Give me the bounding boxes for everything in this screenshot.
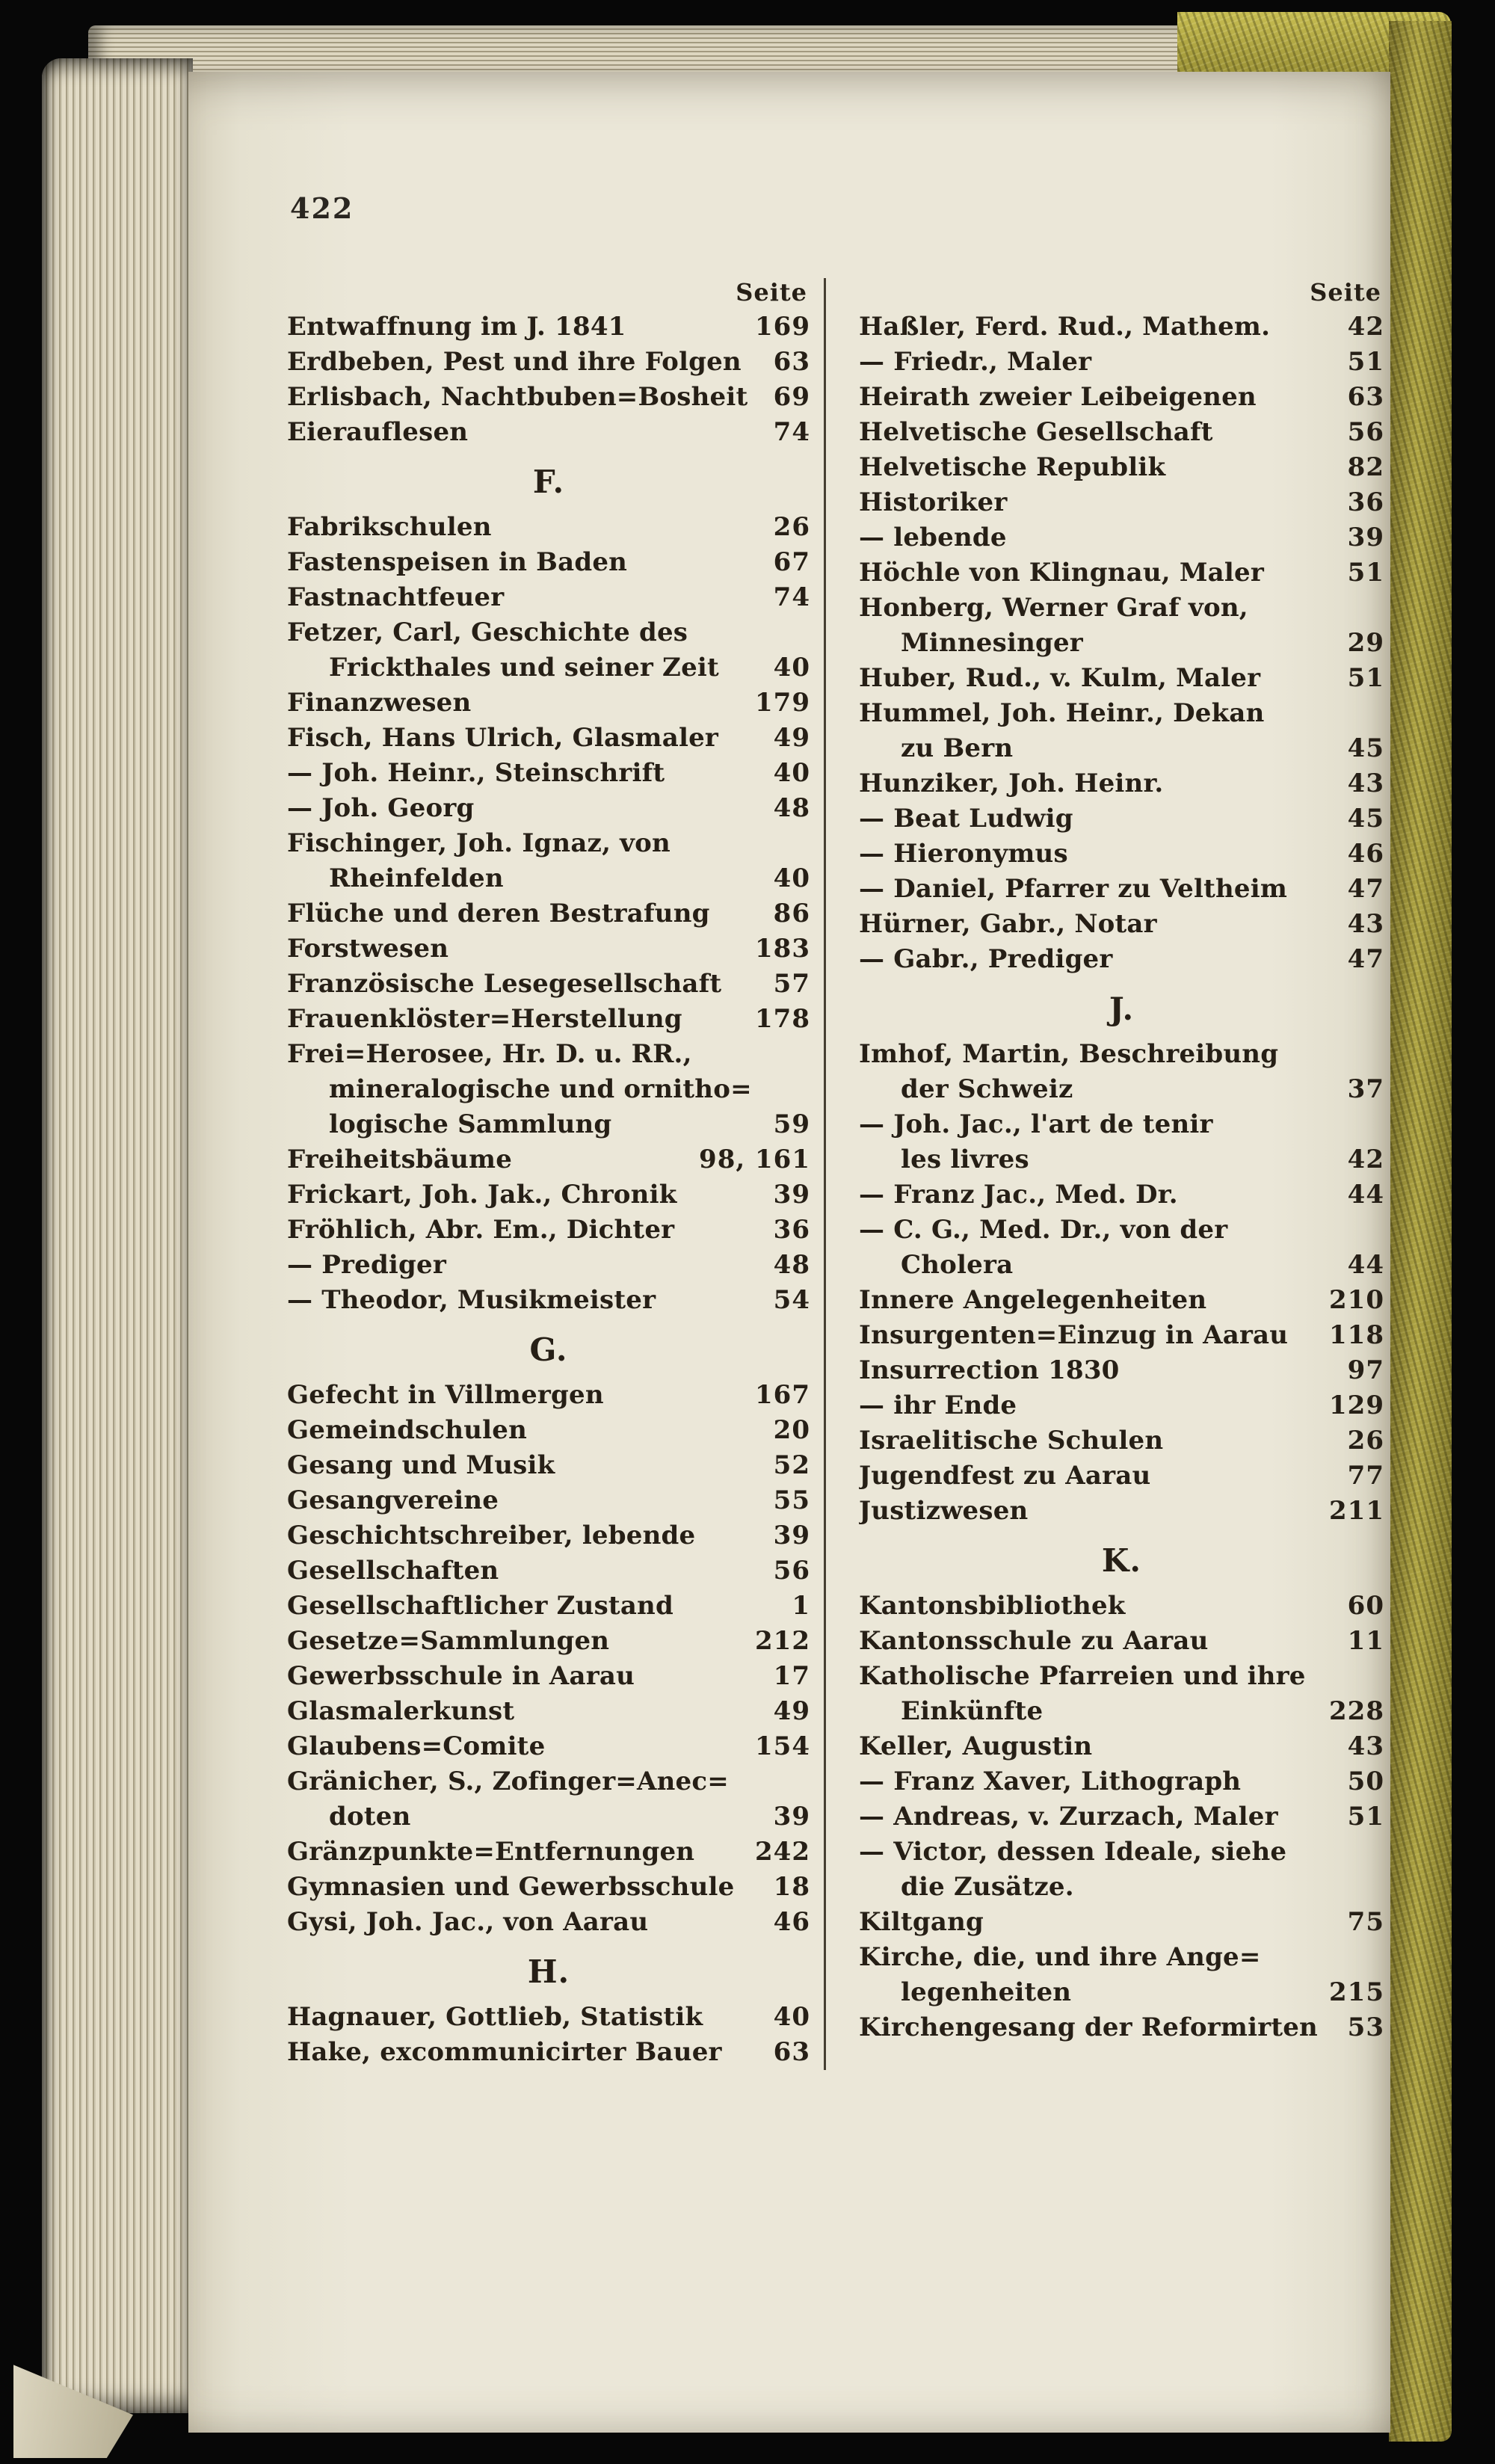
index-entry-line bbox=[287, 967, 810, 1002]
entry-page-number: 36 bbox=[1347, 487, 1384, 517]
entry-page-number: 56 bbox=[773, 1556, 810, 1586]
entry-page-number: 210 bbox=[1329, 1285, 1384, 1315]
index-entry-line bbox=[859, 1388, 1384, 1423]
entry-page-number: 74 bbox=[773, 417, 810, 447]
index-entry-line bbox=[287, 1905, 810, 1940]
entry-page-number: 40 bbox=[773, 863, 810, 893]
entry-text: — Gabr., Prediger bbox=[859, 944, 1113, 974]
entry-text: Französische Lesegesellschaft bbox=[287, 969, 722, 999]
index-entry-line bbox=[859, 696, 1384, 731]
entry-text: Innere Angelegenheiten bbox=[859, 1285, 1207, 1315]
index-entry-line bbox=[287, 1659, 810, 1694]
entry-text: — lebende bbox=[859, 523, 1007, 552]
index-entry-line bbox=[287, 1142, 810, 1177]
entry-page-number: 178 bbox=[755, 1004, 810, 1034]
section-heading: J. bbox=[1109, 991, 1135, 1027]
entry-text: logische Sammlung bbox=[329, 1109, 612, 1139]
entry-page-number: 228 bbox=[1329, 1696, 1384, 1726]
index-entry-line bbox=[859, 1729, 1384, 1764]
entry-page-number: 63 bbox=[773, 2037, 810, 2067]
index-entry-line bbox=[859, 1248, 1384, 1283]
entry-text: Fisch, Hans Ulrich, Glasmaler bbox=[287, 723, 719, 753]
entry-text: Glaubens=Comite bbox=[287, 1731, 546, 1761]
index-entry-line bbox=[287, 1072, 810, 1107]
entry-page-number: 179 bbox=[755, 688, 810, 718]
section-heading: K. bbox=[1101, 1542, 1142, 1579]
section-heading: H. bbox=[527, 1953, 570, 1990]
index-entry-line bbox=[287, 1413, 810, 1448]
entry-text: — Beat Ludwig bbox=[859, 804, 1073, 834]
entry-text: Frauenklöster=Herstellung bbox=[287, 1004, 682, 1034]
entry-text: Hagnauer, Gottlieb, Statistik bbox=[287, 2002, 703, 2032]
entry-page-number: 86 bbox=[773, 899, 810, 928]
index-entry-line bbox=[287, 1589, 810, 1624]
entry-page-number: 59 bbox=[773, 1109, 810, 1139]
entry-page-number: 42 bbox=[1347, 312, 1384, 342]
entry-page-number: 47 bbox=[1347, 944, 1384, 974]
entry-text: Gesangvereine bbox=[287, 1485, 499, 1515]
index-entry-line bbox=[859, 2010, 1384, 2045]
entry-page-number: 60 bbox=[1347, 1591, 1384, 1621]
entry-page-number: 39 bbox=[1347, 523, 1384, 552]
entry-text: Historiker bbox=[859, 487, 1008, 517]
entry-text: Freiheitsbäume bbox=[287, 1145, 513, 1174]
entry-page-number: 167 bbox=[755, 1380, 810, 1410]
entry-text: Eierauflesen bbox=[287, 417, 469, 447]
entry-page-number: 43 bbox=[1347, 909, 1384, 939]
column-header-seite: Seite bbox=[736, 278, 807, 307]
index-entry-line bbox=[859, 731, 1384, 766]
entry-page-number: 49 bbox=[773, 723, 810, 753]
entry-text: Erlisbach, Nachtbuben=Bosheit bbox=[287, 382, 748, 412]
entry-text: Haßler, Ferd. Rud., Mathem. bbox=[859, 312, 1271, 342]
entry-page-number: 69 bbox=[773, 382, 810, 412]
entry-text: — Friedr., Maler bbox=[859, 347, 1092, 377]
entry-text: Huber, Rud., v. Kulm, Maler bbox=[859, 663, 1261, 693]
entry-text: Honberg, Werner Graf von, bbox=[859, 593, 1248, 623]
index-entry-line bbox=[859, 1283, 1384, 1318]
entry-text: Hürner, Gabr., Notar bbox=[859, 909, 1157, 939]
index-entry-line bbox=[859, 309, 1384, 345]
book-page bbox=[188, 72, 1390, 2433]
entry-page-number: 48 bbox=[773, 793, 810, 823]
entry-text: Israelitische Schulen bbox=[859, 1426, 1164, 1456]
entry-page-number: 154 bbox=[755, 1731, 810, 1761]
entry-page-number: 37 bbox=[1347, 1074, 1384, 1104]
entry-text: Fastnachtfeuer bbox=[287, 582, 505, 612]
entry-page-number: 39 bbox=[773, 1521, 810, 1550]
index-entry-line bbox=[859, 1764, 1384, 1799]
index-entry-line bbox=[287, 1283, 810, 1318]
entry-text: Geschichtschreiber, lebende bbox=[287, 1521, 696, 1550]
entry-text: mineralogische und ornitho= bbox=[329, 1074, 752, 1104]
entry-page-number: 39 bbox=[773, 1802, 810, 1832]
index-entry-line bbox=[859, 1589, 1384, 1624]
index-entry-line bbox=[287, 1037, 810, 1072]
entry-text: Höchle von Klingnau, Maler bbox=[859, 558, 1264, 588]
index-entry-line bbox=[287, 1448, 810, 1483]
entry-text: Einkünfte bbox=[901, 1696, 1044, 1726]
entry-page-number: 1 bbox=[792, 1591, 810, 1621]
index-entry-line bbox=[287, 861, 810, 896]
entry-page-number: 215 bbox=[1329, 1977, 1384, 2007]
index-entry-line bbox=[287, 1378, 810, 1413]
entry-text: Keller, Augustin bbox=[859, 1731, 1093, 1761]
entry-text: Entwaffnung im J. 1841 bbox=[287, 312, 626, 342]
entry-text: — Joh. Georg bbox=[287, 793, 475, 823]
entry-text: Fastenspeisen in Baden bbox=[287, 547, 628, 577]
index-entry-line bbox=[859, 555, 1384, 591]
index-entry-line bbox=[859, 1905, 1384, 1940]
entry-page-number: 20 bbox=[773, 1415, 810, 1445]
entry-page-number: 74 bbox=[773, 582, 810, 612]
index-entry-line bbox=[859, 1072, 1384, 1107]
index-entry-line bbox=[859, 1142, 1384, 1177]
entry-page-number: 67 bbox=[773, 547, 810, 577]
entry-text: Fischinger, Joh. Ignaz, von bbox=[287, 828, 671, 858]
index-entry-line bbox=[287, 545, 810, 580]
entry-text: Fabrikschulen bbox=[287, 512, 492, 542]
entry-text: — Franz Xaver, Lithograph bbox=[859, 1767, 1242, 1796]
entry-page-number: 129 bbox=[1329, 1390, 1384, 1420]
entry-page-number: 44 bbox=[1347, 1180, 1384, 1210]
entry-page-number: 211 bbox=[1329, 1496, 1384, 1526]
entry-text: — Joh. Heinr., Steinschrift bbox=[287, 758, 665, 788]
entry-page-number: 44 bbox=[1347, 1250, 1384, 1280]
entry-page-number: 46 bbox=[1347, 839, 1384, 869]
entry-text: Gränicher, S., Zofinger=Anec= bbox=[287, 1767, 729, 1796]
entry-text: Katholische Pfarreien und ihre bbox=[859, 1661, 1306, 1691]
entry-text: Gesetze=Sammlungen bbox=[287, 1626, 610, 1656]
entry-text: Hummel, Joh. Heinr., Dekan bbox=[859, 698, 1265, 728]
entry-page-number: 17 bbox=[773, 1661, 810, 1691]
entry-text: legenheiten bbox=[901, 1977, 1072, 2007]
entry-text: Flüche und deren Bestrafung bbox=[287, 899, 710, 928]
index-entry-line bbox=[859, 345, 1384, 380]
entry-text: Gymnasien und Gewerbsschule bbox=[287, 1872, 735, 1902]
entry-page-number: 49 bbox=[773, 1696, 810, 1726]
index-entry-line bbox=[287, 2000, 810, 2035]
entry-page-number: 26 bbox=[773, 512, 810, 542]
entry-text: Frickart, Joh. Jak., Chronik bbox=[287, 1180, 677, 1210]
entry-text: — Theodor, Musikmeister bbox=[287, 1285, 656, 1315]
index-entry-line bbox=[287, 1483, 810, 1518]
index-entry-line bbox=[859, 626, 1384, 661]
entry-page-number: 118 bbox=[1329, 1320, 1384, 1350]
index-entry-line bbox=[287, 415, 810, 450]
index-column-right bbox=[839, 275, 1384, 2070]
index-entry-line bbox=[287, 1870, 810, 1905]
entry-text: Kiltgang bbox=[859, 1907, 984, 1937]
index-entry-line bbox=[859, 1659, 1384, 1694]
entry-text: — Prediger bbox=[287, 1250, 446, 1280]
entry-page-number: 63 bbox=[773, 347, 810, 377]
entry-text: Gesellschaften bbox=[287, 1556, 499, 1586]
page-number: 422 bbox=[290, 191, 354, 225]
index-entry-line bbox=[859, 520, 1384, 555]
entry-page-number: 55 bbox=[773, 1485, 810, 1515]
index-entry-line bbox=[859, 415, 1384, 450]
entry-page-number: 75 bbox=[1347, 1907, 1384, 1937]
entry-text: Hake, excommunicirter Bauer bbox=[287, 2037, 722, 2067]
entry-text: Glasmalerkunst bbox=[287, 1696, 515, 1726]
entry-text: Erdbeben, Pest und ihre Folgen bbox=[287, 347, 742, 377]
entry-page-number: 43 bbox=[1347, 769, 1384, 798]
index-entry-line bbox=[287, 1764, 810, 1799]
index-entry-line bbox=[287, 1553, 810, 1589]
book-cover-right-edge bbox=[1389, 21, 1452, 2442]
index-entry-line bbox=[859, 766, 1384, 801]
column-items bbox=[859, 309, 1384, 2045]
entry-page-number: 18 bbox=[773, 1872, 810, 1902]
entry-page-number: 98, 161 bbox=[699, 1145, 810, 1174]
index-entry-line bbox=[859, 485, 1384, 520]
entry-page-number: 242 bbox=[755, 1837, 810, 1867]
index-entry-line bbox=[287, 896, 810, 931]
entry-text: Hunziker, Joh. Heinr. bbox=[859, 769, 1164, 798]
index-entry-line bbox=[287, 1248, 810, 1283]
index-entry-line bbox=[287, 345, 810, 380]
index-entry-line bbox=[859, 380, 1384, 415]
entry-text: Kantonsschule zu Aarau bbox=[859, 1626, 1209, 1656]
entry-text: — Hieronymus bbox=[859, 839, 1068, 869]
index-entry-line bbox=[859, 1177, 1384, 1213]
index-entry-line bbox=[859, 661, 1384, 696]
entry-text: Heirath zweier Leibeigenen bbox=[859, 382, 1257, 412]
entry-page-number: 11 bbox=[1347, 1626, 1384, 1656]
index-entry-line bbox=[859, 1213, 1384, 1248]
index-entry-line bbox=[287, 1213, 810, 1248]
index-entry-line bbox=[859, 1975, 1384, 2010]
entry-text: — C. G., Med. Dr., von der bbox=[859, 1215, 1228, 1245]
entry-text: Gewerbsschule in Aarau bbox=[287, 1661, 635, 1691]
index-text-block bbox=[287, 275, 1384, 2070]
index-entry-line bbox=[859, 1037, 1384, 1072]
index-entry-line bbox=[859, 1940, 1384, 1975]
index-entry-line bbox=[859, 801, 1384, 837]
entry-text: Gesang und Musik bbox=[287, 1450, 555, 1480]
entry-text: Rheinfelden bbox=[329, 863, 504, 893]
entry-page-number: 52 bbox=[773, 1450, 810, 1480]
entry-page-number: 40 bbox=[773, 2002, 810, 2032]
entry-text: Minnesinger bbox=[901, 628, 1083, 658]
entry-text: Gysi, Joh. Jac., von Aarau bbox=[287, 1907, 649, 1937]
entry-text: Insurgenten=Einzug in Aarau bbox=[859, 1320, 1289, 1350]
index-entry-line bbox=[287, 1835, 810, 1870]
index-entry-line bbox=[859, 1423, 1384, 1459]
entry-text: Gemeindschulen bbox=[287, 1415, 528, 1445]
entry-page-number: 82 bbox=[1347, 452, 1384, 482]
index-entry-line bbox=[287, 721, 810, 756]
index-entry-line bbox=[859, 1799, 1384, 1835]
column-items bbox=[287, 309, 810, 2070]
entry-page-number: 40 bbox=[773, 758, 810, 788]
index-entry-line bbox=[859, 1107, 1384, 1142]
entry-page-number: 56 bbox=[1347, 417, 1384, 447]
book-page-edges-left bbox=[42, 58, 193, 2413]
entry-page-number: 212 bbox=[755, 1626, 810, 1656]
index-entry-line bbox=[859, 1353, 1384, 1388]
section-heading: F. bbox=[532, 463, 565, 500]
entry-page-number: 29 bbox=[1347, 628, 1384, 658]
index-entry-line bbox=[287, 309, 810, 345]
entry-page-number: 45 bbox=[1347, 804, 1384, 834]
index-entry-line bbox=[859, 591, 1384, 626]
index-entry-line bbox=[859, 1494, 1384, 1529]
entry-text: — Victor, dessen Ideale, siehe bbox=[859, 1837, 1287, 1867]
entry-page-number: 169 bbox=[755, 312, 810, 342]
entry-page-number: 47 bbox=[1347, 874, 1384, 904]
entry-text: Frickthales und seiner Zeit bbox=[329, 653, 719, 683]
entry-page-number: 77 bbox=[1347, 1461, 1384, 1491]
index-entry-line bbox=[859, 837, 1384, 872]
entry-page-number: 97 bbox=[1347, 1355, 1384, 1385]
index-entry-line bbox=[287, 826, 810, 861]
index-column-left bbox=[287, 275, 810, 2070]
index-entry-line bbox=[287, 791, 810, 826]
entry-page-number: 51 bbox=[1347, 558, 1384, 588]
entry-page-number: 53 bbox=[1347, 2012, 1384, 2042]
column-divider bbox=[824, 278, 826, 2070]
entry-page-number: 57 bbox=[773, 969, 810, 999]
entry-page-number: 42 bbox=[1347, 1145, 1384, 1174]
index-entry-line bbox=[287, 510, 810, 545]
index-entry-line bbox=[859, 1459, 1384, 1494]
entry-text: Helvetische Republik bbox=[859, 452, 1166, 482]
entry-text: zu Bern bbox=[901, 733, 1014, 763]
entry-page-number: 51 bbox=[1347, 663, 1384, 693]
column-header-seite: Seite bbox=[1310, 278, 1381, 307]
index-entry-line bbox=[287, 650, 810, 686]
index-entry-line bbox=[287, 1624, 810, 1659]
entry-text: Frei=Herosee, Hr. D. u. RR., bbox=[287, 1039, 692, 1069]
index-entry-line bbox=[287, 1177, 810, 1213]
entry-page-number: 46 bbox=[773, 1907, 810, 1937]
entry-page-number: 183 bbox=[755, 934, 810, 964]
entry-text: Forstwesen bbox=[287, 934, 449, 964]
index-entry-line bbox=[859, 1318, 1384, 1353]
entry-page-number: 40 bbox=[773, 653, 810, 683]
index-entry-line bbox=[859, 907, 1384, 942]
entry-text: Insurrection 1830 bbox=[859, 1355, 1120, 1385]
entry-text: — ihr Ende bbox=[859, 1390, 1017, 1420]
entry-text: — Andreas, v. Zurzach, Maler bbox=[859, 1802, 1278, 1832]
index-entry-line bbox=[859, 872, 1384, 907]
index-entry-line bbox=[859, 1870, 1384, 1905]
entry-text: Fetzer, Carl, Geschichte des bbox=[287, 617, 688, 647]
index-entry-line bbox=[859, 942, 1384, 977]
entry-page-number: 45 bbox=[1347, 733, 1384, 763]
index-entry-line bbox=[859, 1835, 1384, 1870]
entry-page-number: 51 bbox=[1347, 1802, 1384, 1832]
entry-page-number: 39 bbox=[773, 1180, 810, 1210]
entry-page-number: 48 bbox=[773, 1250, 810, 1280]
entry-page-number: 54 bbox=[773, 1285, 810, 1315]
index-entry-line bbox=[287, 615, 810, 650]
index-entry-line bbox=[287, 1694, 810, 1729]
entry-page-number: 63 bbox=[1347, 382, 1384, 412]
index-entry-line bbox=[287, 1107, 810, 1142]
index-entry-line bbox=[287, 686, 810, 721]
entry-text: Finanzwesen bbox=[287, 688, 472, 718]
entry-text: Gefecht in Villmergen bbox=[287, 1380, 604, 1410]
entry-text: Helvetische Gesellschaft bbox=[859, 417, 1213, 447]
entry-page-number: 43 bbox=[1347, 1731, 1384, 1761]
entry-page-number: 50 bbox=[1347, 1767, 1384, 1796]
entry-text: Gränzpunkte=Entfernungen bbox=[287, 1837, 695, 1867]
index-entry-line bbox=[287, 1799, 810, 1835]
entry-text: — Joh. Jac., l'art de tenir bbox=[859, 1109, 1213, 1139]
index-entry-line bbox=[287, 580, 810, 615]
entry-text: Jugendfest zu Aarau bbox=[859, 1461, 1151, 1491]
entry-text: Kirche, die, und ihre Ange= bbox=[859, 1942, 1261, 1972]
entry-text: die Zusätze. bbox=[901, 1872, 1074, 1902]
index-entry-line bbox=[287, 1518, 810, 1553]
entry-text: Fröhlich, Abr. Em., Dichter bbox=[287, 1215, 675, 1245]
entry-text: Kirchengesang der Reformirten bbox=[859, 2012, 1318, 2042]
entry-text: Kantonsbibliothek bbox=[859, 1591, 1126, 1621]
entry-text: — Franz Jac., Med. Dr. bbox=[859, 1180, 1178, 1210]
entry-text: — Daniel, Pfarrer zu Veltheim bbox=[859, 874, 1288, 904]
index-entry-line bbox=[287, 380, 810, 415]
entry-text: Cholera bbox=[901, 1250, 1014, 1280]
entry-text: Justizwesen bbox=[859, 1496, 1029, 1526]
index-entry-line bbox=[859, 450, 1384, 485]
index-entry-line bbox=[287, 2035, 810, 2070]
index-entry-line bbox=[287, 1729, 810, 1764]
index-columns bbox=[287, 275, 1384, 2070]
entry-page-number: 36 bbox=[773, 1215, 810, 1245]
entry-page-number: 51 bbox=[1347, 347, 1384, 377]
entry-text: Imhof, Martin, Beschreibung bbox=[859, 1039, 1279, 1069]
section-heading: G. bbox=[529, 1331, 568, 1368]
entry-text: les livres bbox=[901, 1145, 1029, 1174]
index-entry-line bbox=[859, 1624, 1384, 1659]
index-entry-line bbox=[287, 931, 810, 967]
entry-text: Gesellschaftlicher Zustand bbox=[287, 1591, 673, 1621]
index-entry-line bbox=[287, 756, 810, 791]
entry-text: doten bbox=[329, 1802, 411, 1832]
entry-page-number: 26 bbox=[1347, 1426, 1384, 1456]
entry-text: der Schweiz bbox=[901, 1074, 1073, 1104]
index-entry-line bbox=[859, 1694, 1384, 1729]
index-entry-line bbox=[287, 1002, 810, 1037]
